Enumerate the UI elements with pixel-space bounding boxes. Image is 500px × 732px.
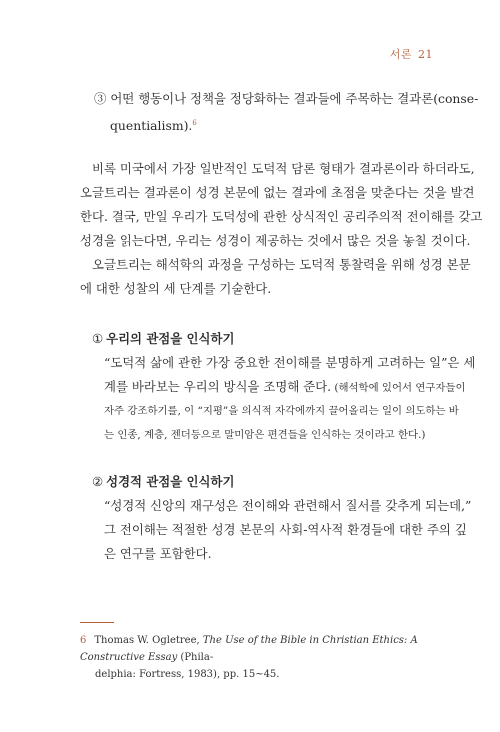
step-title: 우리의 관점을 인식하기 [106,331,235,346]
paragraph-line: 성경을 읽는다면, 우리는 성경이 제공하는 것에서 많은 것을 놓칠 것이다. [80,233,471,248]
consequentialism-item [94,87,479,135]
paragraph-line: 한다. 결국, 만일 우리가 도덕성에 관한 상식적인 공리주의적 전이해를 갖고 [80,209,483,224]
footnote-marker: 6 [192,119,197,127]
step-line: 은 연구를 포함한다. [104,546,212,561]
step-2 [92,470,472,566]
paragraph-line: 에 대한 성찰의 세 단계를 기술한다. [80,281,272,296]
item-line-continued [94,111,440,135]
step-marker: ② [92,474,104,489]
step-1 [92,327,476,447]
step-heading [92,327,442,351]
step-note-line: 자주 강조하기를, 이 “지평”을 의식적 자각에까지 끌어올리는 일이 의도하는 바 [104,405,459,417]
footnote-author: Thomas W. Ogletree, [94,635,203,646]
footnote [80,632,440,683]
paragraph-line: 비록 미국에서 가장 일반적인 도덕적 담론 형태가 결과론이라 하더라도, [92,161,475,176]
footnote-title: The Use of the Bible in Christian Ethics: A Constructive Essay [80,635,418,663]
step-title: 성경적 관점을 인식하기 [106,474,235,489]
footnote-text: (Phila- [177,652,214,663]
footnote-line-2: delphia: Fortress, 1983), pp. 15~45. [95,669,280,680]
step-line-note: (해석학에 있어서 연구자들이 [331,382,466,394]
running-header [390,46,433,62]
paragraph-line: 오글트리는 결과론이 성경 본문에 없는 결과에 초점을 맞춘다는 것을 발견 [80,185,475,200]
step-marker: ① [92,331,104,346]
footnote-divider [80,622,114,623]
paragraph-1 [80,157,483,253]
item-line-text: quentialism). [110,118,193,134]
paragraph-line: 오글트리는 해석학의 과정을 구성하는 도덕적 통찰력을 위해 성경 본문 [92,257,471,272]
page-number: 21 [418,48,433,61]
step-line [92,375,466,399]
item-line: ③ 어떤 행동이나 정책을 정당화하는 결과들에 주목하는 결과론(conse- [94,91,479,106]
step-heading [92,470,442,494]
step-line-main: 계를 바라보는 우리의 방식을 조명해 준다. [104,379,332,394]
step-line: 그 전이해는 적절한 성경 본문의 사회-역사적 환경들에 대한 주의 깊 [104,522,467,537]
step-note-line: 는 인종, 계층, 젠더등으로 말미암은 편견들을 인식하는 것이라고 한다.) [104,429,426,441]
footnote-line [80,632,440,666]
step-line: “성경적 신앙의 재구성은 전이해와 관련해서 질서를 갖추게 되는데,” [104,498,472,513]
step-line: “도덕적 삶에 관한 가장 중요한 전이해를 분명하게 고려하는 일”은 세 [104,355,476,370]
footnote-number: 6 [80,635,87,646]
section-title: 서론 [389,48,412,61]
paragraph-2 [80,253,471,301]
